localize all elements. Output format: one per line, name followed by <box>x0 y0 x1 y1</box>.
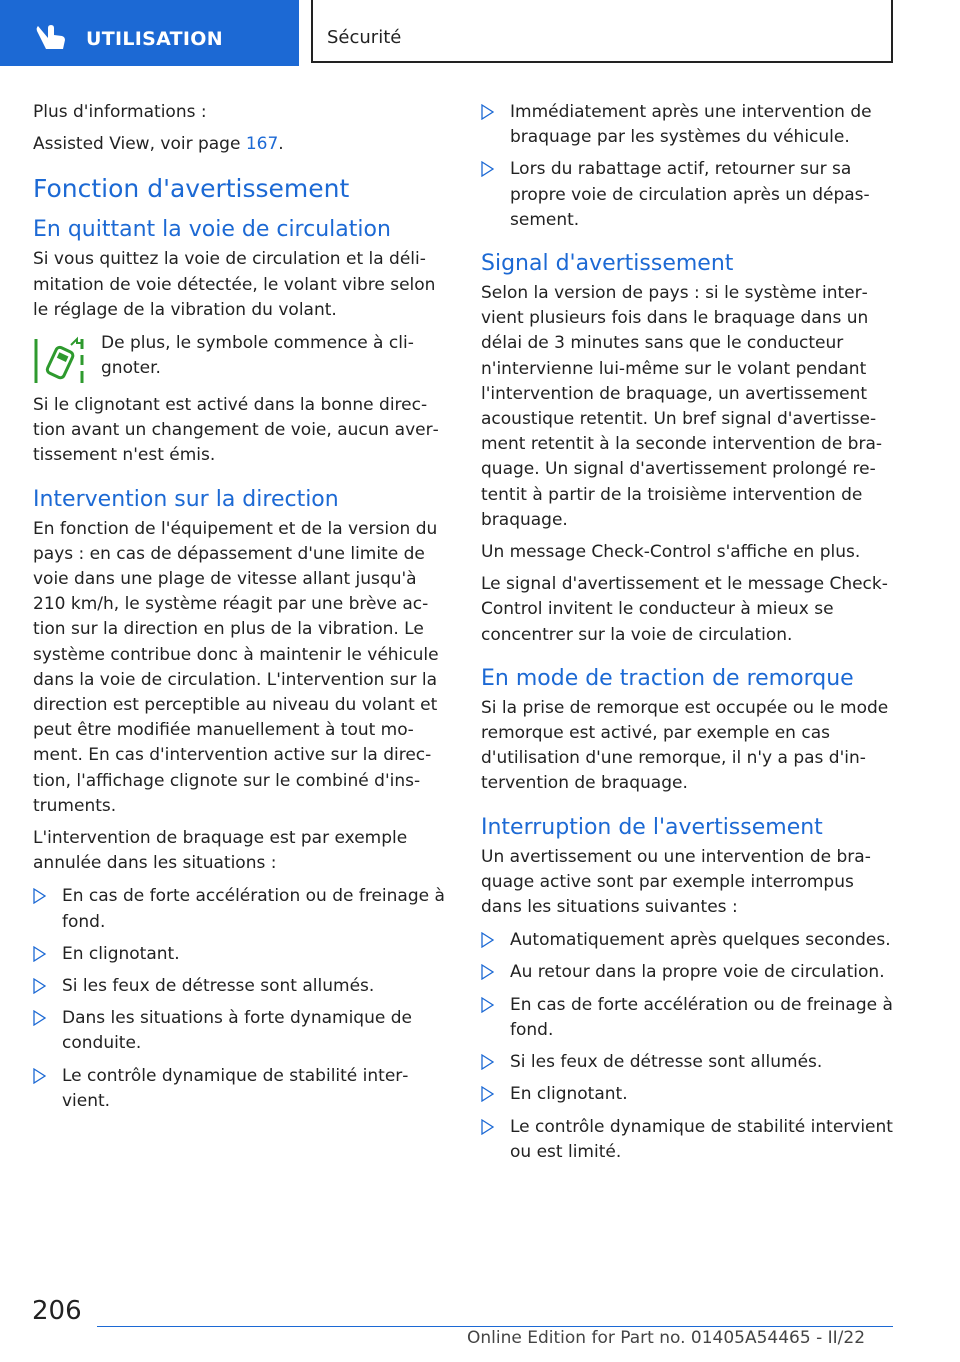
turn-signal-text: Si le clignotant est activé dans la bonne direction avant un changement de voie, aucun avertissement n'est émis. <box>33 395 439 466</box>
footer-divider <box>97 1326 893 1327</box>
more-info-text: Plus d'informations : <box>33 102 207 122</box>
bullet-triangle-icon <box>481 964 494 980</box>
right-column <box>481 100 897 1172</box>
list-item-text: Lors du rabattage actif, retourner sur sa propre voie de circulation après un dépassement. <box>510 159 870 230</box>
bullet-triangle-icon <box>33 1068 46 1084</box>
list-item <box>481 960 897 985</box>
steering-text: En fonction de l'équipement et de la version du pays : en cas de dépassement d'une limite de voie dans une plage de vitesse allant jusqu'à 210 km/h, le système réagit par une brève action sur la direction en plus de la vibration. Le système contribue donc à maintenir le véhicule dans la voie de circulation. L'intervention sur la direction est perceptible au niveau du volant et peut être modifiée manuellement à tout moment. En cas d'intervention active sur la direction, l'affichage clignote sur le combiné d'instruments. <box>33 518 439 816</box>
symbol-text: De plus, le symbole commence à clignoter. <box>101 333 414 379</box>
heading-trailer: En mode de traction de remorque <box>481 665 854 691</box>
list-item-text: Le contrôle dynamique de stabilité intervient. <box>62 1065 409 1111</box>
list-item <box>33 1006 449 1056</box>
heading-leaving-lane: En quittant la voie de circulation <box>33 217 391 243</box>
list-item-text: Immédiatement après une intervention de braquage par les systèmes du véhicule. <box>510 102 872 148</box>
chapter-tab[interactable] <box>0 0 299 66</box>
lane-departure-icon <box>33 335 87 387</box>
bullet-triangle-icon <box>481 104 494 120</box>
heading-warning-function: Fonction d'avertissement <box>33 174 350 204</box>
list-item <box>33 942 449 967</box>
bullet-triangle-icon <box>481 997 494 1013</box>
list-item-text: En clignotant. <box>510 1084 628 1105</box>
edition-text: Online Edition for Part no. 01405A54465 - II/22 <box>467 1328 866 1348</box>
list-item <box>33 974 449 999</box>
list-item-text: En cas de forte accélération ou de freinage à fond. <box>510 994 893 1040</box>
list-item-text: Si les feux de détresse sont allumés. <box>62 976 375 997</box>
heading-interruption: Interruption de l'avertissement <box>481 814 823 840</box>
assisted-view-ref <box>33 132 449 157</box>
signal-text: Selon la version de pays : si le système intervient plusieurs fois dans le braquage dans un délai de 3 minutes sans que le conducteur n'intervienne lui-même sur le volant pendant l'intervention de braquage, un avertissement acoustique retentit. Un bref signal d'avertissement retentit à la seconde intervention de braquage. Un signal d'avertissement prolongé retentit à partir de la troisième intervention de braquage. <box>481 283 883 530</box>
list-item-text: Au retour dans la propre voie de circulation. <box>510 962 885 983</box>
concentrate-text: Le signal d'avertissement et le message Check-Control invitent le conducteur à mieux se concentrer sur la voie de circulation. <box>481 574 888 645</box>
list-item <box>481 100 897 150</box>
bullet-triangle-icon <box>33 1010 46 1026</box>
cancelled-text: L'intervention de braquage est par exemple annulée dans les situations : <box>33 828 408 874</box>
page-number: 206 <box>32 1296 82 1326</box>
section-tab <box>311 0 893 63</box>
list-item-text: Dans les situations à forte dynamique de conduite. <box>62 1008 412 1054</box>
bullet-triangle-icon <box>481 1119 494 1135</box>
list-item <box>481 1050 897 1075</box>
hand-pointer-icon <box>32 22 68 52</box>
section-label: Sécurité <box>327 27 402 48</box>
left-column <box>33 100 449 1121</box>
bullet-triangle-icon <box>481 161 494 177</box>
bullet-triangle-icon <box>33 978 46 994</box>
list-item <box>481 1082 897 1107</box>
check-control-text: Un message Check-Control s'affiche en plus. <box>481 542 861 563</box>
assisted-view-text: Assisted View, voir page <box>33 134 246 155</box>
page-link[interactable]: 167 <box>245 134 279 155</box>
list-item <box>33 1064 449 1114</box>
list-item-text: Automatiquement après quelques secondes. <box>510 930 891 951</box>
bullet-triangle-icon <box>33 946 46 962</box>
leaving-lane-text: Si vous quittez la voie de circulation et la délimitation de voie détectée, le volant vibre selon le réglage de la vibration du volant. <box>33 249 436 320</box>
list-item <box>33 884 449 934</box>
chapter-label: UTILISATION <box>86 28 223 50</box>
list-item-text: En cas de forte accélération ou de freinage à fond. <box>62 886 445 932</box>
top-list <box>481 100 897 233</box>
bullet-triangle-icon <box>481 1054 494 1070</box>
list-item-text: Le contrôle dynamique de stabilité intervient ou est limité. <box>510 1116 893 1162</box>
list-item <box>481 1115 897 1165</box>
list-item <box>481 928 897 953</box>
cancel-situations-list <box>33 884 449 1114</box>
bullet-triangle-icon <box>33 888 46 904</box>
list-item-text: En clignotant. <box>62 943 180 964</box>
symbol-note <box>33 331 449 393</box>
heading-signal: Signal d'avertissement <box>481 251 734 277</box>
trailer-text: Si la prise de remorque est occupée ou le mode remorque est activé, par exemple en cas d'utilisation d'une remorque, il n'y a pas d'intervention de braquage. <box>481 697 889 794</box>
assisted-view-suffix: . <box>278 134 284 155</box>
list-item <box>481 157 897 233</box>
interruption-text: Un avertissement ou une intervention de braquage active sont par exemple interrompus dans les situations suivantes : <box>481 846 871 918</box>
list-item <box>481 993 897 1043</box>
heading-steering: Intervention sur la direction <box>33 486 339 512</box>
interruption-list <box>481 928 897 1165</box>
list-item-text: Si les feux de détresse sont allumés. <box>510 1052 823 1073</box>
bullet-triangle-icon <box>481 932 494 948</box>
bullet-triangle-icon <box>481 1086 494 1102</box>
